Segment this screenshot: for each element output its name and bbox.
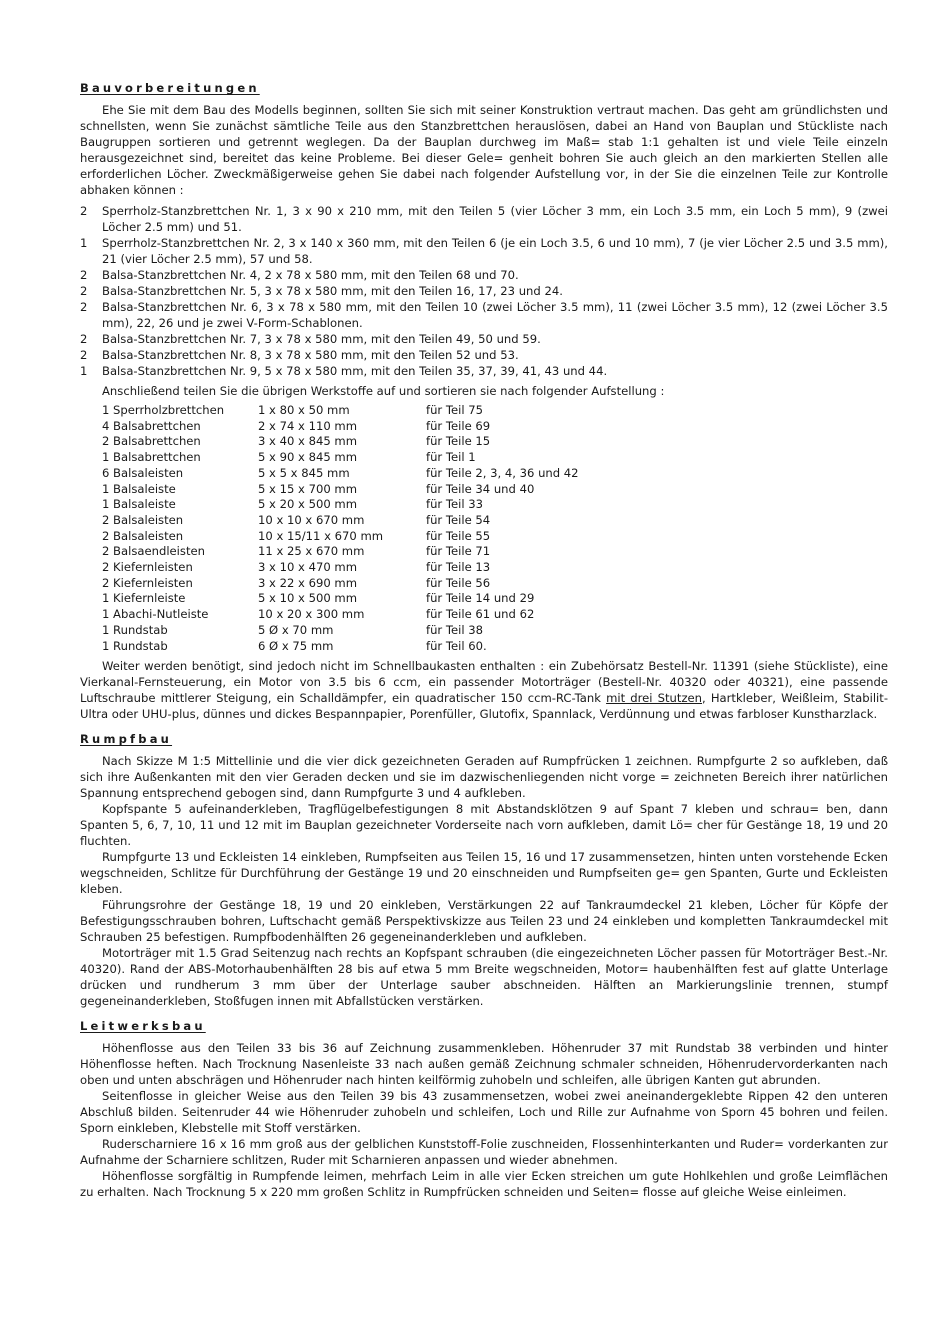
material-size: 5 Ø x 70 mm [258,622,334,637]
material-name: 2 Balsabrettchen [102,434,201,449]
materials-row [102,450,579,466]
materials-row [102,591,579,607]
sheet-description: Balsa-Stanzbrettchen Nr. 9, 5 x 78 x 580 mm, mit den Teilen 35, 37, 39, 41, 43 und 44. [102,364,608,378]
sheet-description: Balsa-Stanzbrettchen Nr. 7, 3 x 78 x 580 mm, mit den Teilen 49, 50 und 59. [102,332,541,346]
material-use: für Teil 75 [426,403,484,417]
rumpfbau-paragraph-4: Führungsrohre der Gestänge 18, 19 und 20 einkleben, Verstärkungen 22 auf Tankraumdeckel 21 kleben, Löcher für Köpfe der Befestigungsschrauben bohren, Luftschacht gemäß Perspektivskizze aus Teilen 23 und 24 einkleben und kompletten Tankraumdeckel mit Schrauben 25 befestigen. Rumpfbodenhälften 26 gegeneinanderkleben und aufkleben. [80,898,888,945]
sheet-list-item [80,203,888,235]
document-page [80,80,888,1200]
sheet-list-item [80,331,888,347]
material-name: 1 Abachi-Nutleiste [102,607,209,622]
materials-row [102,434,579,450]
material-use: für Teile 15 [426,434,491,449]
material-use: für Teile 69 [426,418,491,433]
material-use: für Teil 33 [426,497,484,512]
materials-row [102,466,579,482]
material-name: 1 Sperrholzbrettchen [102,403,225,417]
material-size: 6 Ø x 75 mm [258,638,334,653]
material-name: 1 Balsabrettchen [102,450,201,465]
leitwerksbau-paragraph-3: Ruderscharniere 16 x 16 mm groß aus der gelblichen Kunststoff-Folie zuschneiden, Flossenhinterkanten und Ruder= vorderkanten zur Aufnahme der Scharniere schlitzen, Ruder mit Scharnieren anpassen und wieder abnehmen. [80,1137,888,1168]
material-size: 10 x 10 x 670 mm [258,512,365,527]
sheet-description: Balsa-Stanzbrettchen Nr. 5, 3 x 78 x 580 mm, mit den Teilen 16, 17, 23 und 24. [102,284,563,298]
heading-rumpfbau: Rumpfbau [80,732,173,747]
sheet-list-item [80,283,888,299]
material-name: 1 Kiefernleiste [102,591,186,606]
sheet-quantity: 2 [80,284,88,298]
material-name: 2 Kiefernleisten [102,575,193,590]
sheet-quantity: 2 [80,268,88,282]
extras-text-1: Weiter werden benötigt, sind jedoch nicht im Schnellbaukasten enthalten : ein Zubehörsatz Bestell-Nr. 11391 (siehe Stückliste), eine Vierkanal-Fernsteuerung, ein Motor von 3.5 bis 6 ccm, ein passender Motorträger (Bestell-Nr. 40320 oder 40321), eine passende Luftschraube mittlerer Steigung, ein Schalldämpfer, ein quadratischer 150 ccm-RC-Tank [80,659,888,706]
material-use: für Teile 34 und 40 [426,481,535,496]
material-name: 2 Balsaleisten [102,512,184,527]
material-size: 3 x 22 x 690 mm [258,575,357,590]
material-size: 5 x 15 x 700 mm [258,481,357,496]
extras-paragraph [80,658,888,722]
materials-row [102,560,579,576]
materials-row [102,639,579,655]
material-use: für Teile 56 [426,575,491,590]
materials-row [102,513,579,529]
sheet-quantity: 2 [80,204,88,218]
material-name: 2 Balsaleisten [102,528,184,543]
heading-leitwerksbau: Leitwerksbau [80,1019,206,1034]
intro-paragraph: Ehe Sie mit dem Bau des Modells beginnen, sollten Sie sich mit seiner Konstruktion vertraut machen. Das geht am gründlichsten und schnellsten, wenn Sie zunächst sämtliche Teile aus den Stanzbrettchen herauslösen, dabei an Hand von Bauplan und Stückliste nach Baugruppen sortieren und getrennt weglegen. Da der Bauplan durchweg im Maß= stab 1:1 gehalten ist und viele Teile einzeln herausgezeichnet sind, bereitet das keine Probleme. Bei dieser Gele= genheit bohren Sie auch gleich an den markierten Stellen alle erforderlichen Löcher. Zweckmäßigerweise gehen Sie dabei nach folgender Aufstellung vor, in der Sie die einzelnen Teile zur Kontrolle abhaken können : [80,103,888,197]
material-name: 2 Kiefernleisten [102,560,193,575]
material-name: 1 Balsaleiste [102,497,176,512]
materials-row [102,419,579,435]
sheet-list-item [80,235,888,267]
materials-row [102,497,579,513]
material-use: für Teil 38 [426,622,484,637]
leitwerksbau-paragraph-1: Höhenflosse aus den Teilen 33 bis 36 auf Zeichnung zusammenkleben. Höhenruder 37 mit Rundstab 38 verbinden und hinter Höhenflosse heften. Nach Trocknung Nasenleiste 33 nach außen gemäß Zeichnung schmaler schneiden, Höhenrudervorderkanten nach oben und unten abschrägen und Höhenruder nach hinten keilförmig zuhobeln und schleifen, alle übrigen Kanten gut abrunden. [80,1041,888,1088]
material-use: für Teil 1 [426,450,476,465]
materials-table [102,403,579,654]
material-size: 2 x 74 x 110 mm [258,418,357,433]
sheet-list-item [80,267,888,283]
material-size: 3 x 40 x 845 mm [258,434,357,449]
materials-row [102,576,579,592]
material-size: 5 x 5 x 845 mm [258,465,350,480]
materials-row [102,482,579,498]
materials-row [102,544,579,560]
materials-row [102,403,579,419]
extras-text-2: , Hartkleber, Weißleim, Stabilit-Ultra oder UHU-plus, dünnes und dickes Bespannpapier, Porenfüller, Glutofix, Spannlack, Verdünnung und etwas farbloser Kunstharzlack. [80,691,888,722]
materials-row [102,623,579,639]
sheet-quantity: 1 [80,236,88,250]
heading-bauvorbereitungen: Bauvorbereitungen [80,81,260,95]
material-use: für Teile 13 [426,560,491,575]
sheet-quantity: 2 [80,332,88,346]
material-use: für Teile 61 und 62 [426,607,535,622]
sheet-description: Balsa-Stanzbrettchen Nr. 8, 3 x 78 x 580 mm, mit den Teilen 52 und 53. [102,348,519,362]
material-use: für Teil 60. [426,638,487,653]
material-use: für Teile 71 [426,544,491,559]
sheet-description: Sperrholz-Stanzbrettchen Nr. 2, 3 x 140 x 360 mm, mit den Teilen 6 (je ein Loch 3.5, 6 und 10 mm), 7 (je vier Löcher 2.5 und 3.5 mm), 21 (vier Löcher 2.5 mm), 57 und 58. [102,236,888,266]
sheet-quantity: 2 [80,348,88,362]
leitwerksbau-paragraph-2: Seitenflosse in gleicher Weise aus den Teilen 39 bis 43 zusammensetzen, wobei zwei aneinandergeklebte Rippen 42 den unteren Abschluß bilden. Seitenruder 44 wie Höhenruder zuhobeln und schleifen, Loch und Rille zur Aufnahme von Sporn 45 bohren und feilen. Sporn einkleben, Klebstelle mit Stoff verstärken. [80,1089,888,1136]
material-size: 5 x 90 x 845 mm [258,450,357,465]
material-name: 1 Rundstab [102,622,168,637]
material-size: 5 x 10 x 500 mm [258,591,357,606]
material-name: 6 Balsaleisten [102,465,184,480]
sheet-description: Balsa-Stanzbrettchen Nr. 6, 3 x 78 x 580 mm, mit den Teilen 10 (zwei Löcher 3.5 mm), 11 (zwei Löcher 3.5 mm), 12 (zwei Löcher 3.5 mm), 22, 26 und je zwei V-Form-Schablonen. [102,300,888,330]
material-use: für Teile 14 und 29 [426,591,535,606]
material-name: 1 Rundstab [102,638,168,653]
sheet-list [80,203,888,379]
material-name: 4 Balsabrettchen [102,418,201,433]
rumpfbau-paragraph-2: Kopfspante 5 aufeinanderkleben, Tragflügelbefestigungen 8 mit Abstandsklötzen 9 auf Spant 7 kleben und schrau= ben, dann Spanten 5, 6, 7, 10, 11 und 12 mit im Bauplan gezeichneter Vorderseite nach vorn aufkleben, damit Lö= cher für Gestänge 18, 19 und 20 fluchten. [80,802,888,849]
sheet-description: Balsa-Stanzbrettchen Nr. 4, 2 x 78 x 580 mm, mit den Teilen 68 und 70. [102,268,519,282]
material-name: 1 Balsaleiste [102,481,176,496]
materials-row [102,607,579,623]
material-size: 3 x 10 x 470 mm [258,560,357,575]
material-size: 5 x 20 x 500 mm [258,497,357,512]
sheet-description: Sperrholz-Stanzbrettchen Nr. 1, 3 x 90 x 210 mm, mit den Teilen 5 (vier Löcher 3 mm, ein Loch 3.5 mm, ein Loch 5 mm), 9 (zwei Löcher 2.5 mm) und 51. [102,204,888,234]
material-name: 2 Balsaendleisten [102,544,205,559]
materials-intro: Anschließend teilen Sie die übrigen Werkstoffe auf und sortieren sie nach folgender Aufstellung : [102,384,665,398]
rumpfbau-paragraph-3: Rumpfgurte 13 und Eckleisten 14 einkleben, Rumpfseiten aus Teilen 15, 16 und 17 zusammensetzen, hinten unten vorstehende Ecken wegschneiden, Schlitze für Durchführung der Gestänge 19 und 20 einschneiden und Rumpfseiten ge= gen Spanten, Gurte und Eckleisten kleben. [80,850,888,897]
materials-row [102,529,579,545]
material-use: für Teile 2, 3, 4, 36 und 42 [426,465,579,480]
material-size: 10 x 20 x 300 mm [258,607,365,622]
sheet-list-item [80,347,888,363]
material-size: 1 x 80 x 50 mm [258,403,350,417]
material-use: für Teile 54 [426,512,491,527]
sheet-list-item [80,363,888,379]
leitwerksbau-paragraph-4: Höhenflosse sorgfältig in Rumpfende leimen, mehrfach Leim in alle vier Ecken streichen um gute Hohlkehlen und große Leimflächen zu erhalten. Nach Trocknung 5 x 220 mm großen Schlitz in Rumpfrücken schneiden und Seiten= flosse auf gleiche Weise einleimen. [80,1169,888,1200]
sheet-list-item [80,299,888,331]
sheet-quantity: 2 [80,300,88,314]
rumpfbau-paragraph-1: Nach Skizze M 1:5 Mittellinie und die vier dick gezeichneten Geraden auf Rumpfrücken 1 zeichnen. Rumpfgurte 2 so aufkleben, daß sich ihre Außenkanten mit den vier Geraden decken und sie im dazwischenliegenden nicht vorge = zeichneten Bereich ihrer natürlichen Spannung entsprechend gebogen sind, dann Rumpfgurte 3 und 4 aufkleben. [80,754,888,801]
sheet-quantity: 1 [80,364,88,378]
material-size: 11 x 25 x 670 mm [258,544,365,559]
extras-underlined: mit drei Stutzen [606,691,703,706]
material-size: 10 x 15/11 x 670 mm [258,528,384,543]
material-use: für Teile 55 [426,528,491,543]
rumpfbau-paragraph-5: Motorträger mit 1.5 Grad Seitenzug nach rechts an Kopfspant schrauben (die eingezeichneten Löcher passen für Motorträger Best.-Nr. 40320). Rand der ABS-Motorhaubenhälften 28 bis auf etwa 5 mm Breite wegschneiden, Motor= haubenhälften fest auf glatte Unterlage drücken und rundherum 3 mm über der Unterlage sauber abschneiden. Hälften an Markierungslinie trennen, stumpf gegeneinanderkleben, Stoßfugen innen mit Abfallstücken verstärken. [80,946,888,1009]
